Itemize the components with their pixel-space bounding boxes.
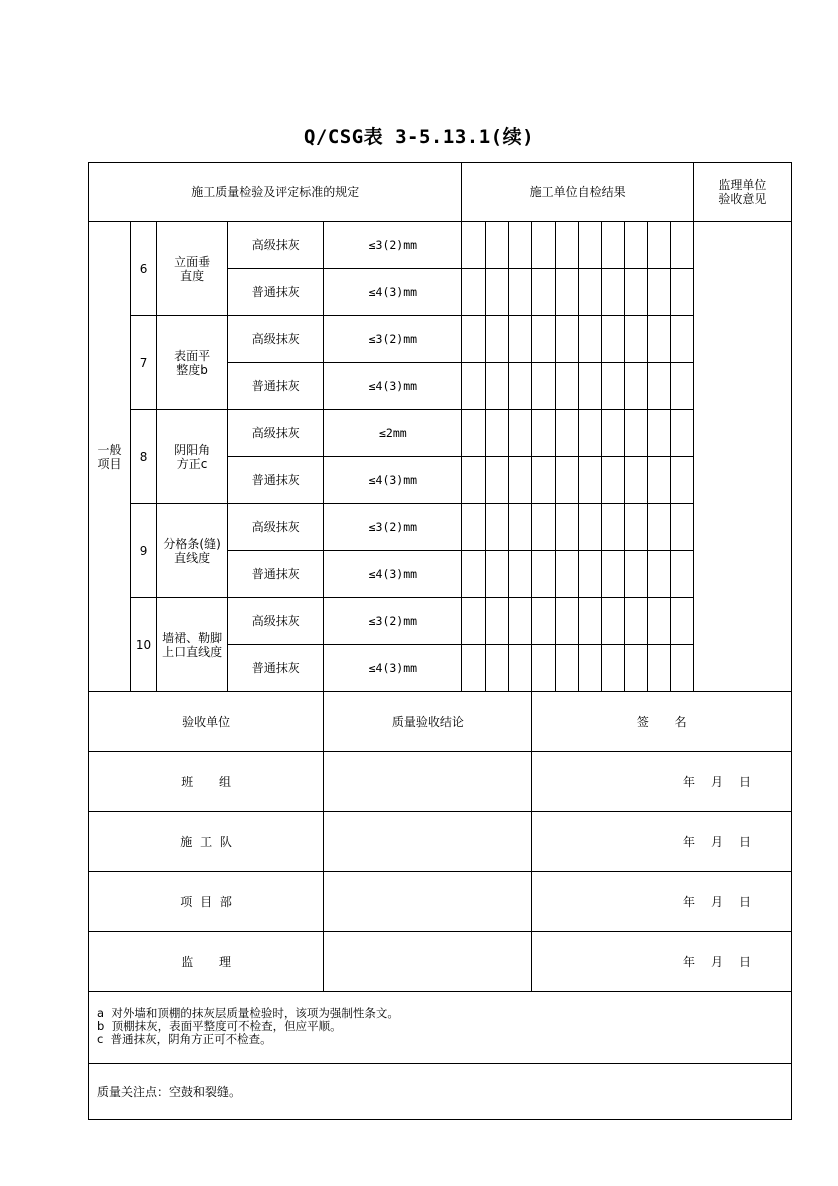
requirement-cell: ≤4(3)mm	[324, 551, 462, 598]
self-check-header: 施工单位自检结果	[462, 163, 693, 222]
check-result-cell[interactable]	[670, 551, 693, 598]
check-result-cell[interactable]	[578, 504, 601, 551]
grade-cell: 高级抹灰	[228, 316, 324, 363]
check-result-cell[interactable]	[601, 410, 624, 457]
check-result-cell[interactable]	[601, 551, 624, 598]
item-name-line2: 整度b	[176, 362, 208, 377]
acceptance-row	[89, 872, 792, 932]
item-name-line1: 墙裙、勒脚	[162, 630, 223, 645]
requirement-cell: ≤3(2)mm	[324, 222, 462, 269]
item-number: 6	[131, 222, 157, 316]
check-result-cell[interactable]	[670, 222, 693, 269]
check-result-cell[interactable]	[462, 457, 486, 504]
item-name-line2: 方正c	[176, 456, 208, 471]
check-result-cell[interactable]	[486, 504, 509, 551]
quality-focus-note: 质量关注点：空鼓和裂缝。	[89, 1064, 792, 1120]
acceptance-conclusion-cell[interactable]	[324, 872, 532, 932]
check-result-cell[interactable]	[532, 551, 555, 598]
check-result-cell[interactable]	[624, 269, 647, 316]
check-result-cell[interactable]	[532, 504, 555, 551]
inspection-table	[88, 162, 792, 1120]
check-result-cell[interactable]	[647, 551, 670, 598]
check-result-cell[interactable]	[578, 410, 601, 457]
item-name-line1: 表面平	[174, 348, 211, 363]
category-cell	[89, 222, 131, 692]
check-result-cell[interactable]	[670, 645, 693, 692]
acceptance-unit-name: 施 工 队	[89, 812, 324, 872]
check-result-cell[interactable]	[486, 222, 509, 269]
item-row	[89, 598, 792, 645]
item-name	[157, 410, 228, 504]
check-result-cell[interactable]	[624, 551, 647, 598]
note-line: a 对外墙和顶棚的抹灰层质量检验时，该项为强制性条文。	[97, 1006, 399, 1020]
check-result-cell[interactable]	[462, 269, 486, 316]
notes-row	[89, 992, 792, 1064]
item-row	[89, 410, 792, 457]
check-result-cell[interactable]	[532, 363, 555, 410]
requirement-cell: ≤4(3)mm	[324, 269, 462, 316]
requirement-cell: ≤3(2)mm	[324, 316, 462, 363]
check-result-cell[interactable]	[624, 363, 647, 410]
check-result-cell[interactable]	[601, 269, 624, 316]
date-month-label: 月	[710, 894, 723, 909]
item-name	[157, 504, 228, 598]
acceptance-unit-name: 监 理	[89, 932, 324, 992]
check-result-cell[interactable]	[670, 363, 693, 410]
check-result-cell[interactable]	[532, 645, 555, 692]
grade-cell: 普通抹灰	[228, 645, 324, 692]
check-result-cell[interactable]	[624, 457, 647, 504]
check-result-cell[interactable]	[601, 222, 624, 269]
check-result-cell[interactable]	[647, 269, 670, 316]
check-result-cell[interactable]	[462, 551, 486, 598]
acceptance-row	[89, 932, 792, 992]
check-result-cell[interactable]	[647, 222, 670, 269]
check-result-cell[interactable]	[509, 457, 532, 504]
check-result-cell[interactable]	[486, 269, 509, 316]
check-result-cell[interactable]	[578, 457, 601, 504]
item-name-line1: 分格条(缝)	[163, 536, 221, 551]
category-line1: 一般	[97, 442, 122, 457]
supervision-opinion-cell[interactable]	[693, 222, 791, 692]
check-result-cell[interactable]	[555, 269, 578, 316]
check-result-cell[interactable]	[486, 598, 509, 645]
check-result-cell[interactable]	[555, 316, 578, 363]
check-result-cell[interactable]	[462, 316, 486, 363]
item-number: 7	[131, 316, 157, 410]
check-result-cell[interactable]	[647, 457, 670, 504]
supervision-header-line2: 验收意见	[718, 192, 767, 206]
check-result-cell[interactable]	[486, 457, 509, 504]
acceptance-header-row	[89, 692, 792, 752]
requirement-cell: ≤2mm	[324, 410, 462, 457]
date-day-label: 日	[738, 834, 751, 849]
check-result-cell[interactable]	[670, 504, 693, 551]
check-result-cell[interactable]	[647, 504, 670, 551]
notes-cell	[89, 992, 792, 1064]
check-result-cell[interactable]	[578, 551, 601, 598]
check-result-cell[interactable]	[486, 551, 509, 598]
check-result-cell[interactable]	[670, 598, 693, 645]
acceptance-row	[89, 812, 792, 872]
check-result-cell[interactable]	[555, 457, 578, 504]
check-result-cell[interactable]	[578, 598, 601, 645]
item-number: 9	[131, 504, 157, 598]
check-result-cell[interactable]	[601, 363, 624, 410]
check-result-cell[interactable]	[624, 222, 647, 269]
check-result-cell[interactable]	[532, 316, 555, 363]
check-result-cell[interactable]	[601, 598, 624, 645]
check-result-cell[interactable]	[509, 645, 532, 692]
check-result-cell[interactable]	[486, 645, 509, 692]
grade-cell: 普通抹灰	[228, 457, 324, 504]
check-result-cell[interactable]	[532, 457, 555, 504]
grade-cell: 高级抹灰	[228, 410, 324, 457]
check-result-cell[interactable]	[601, 316, 624, 363]
signature-date-cell[interactable]	[532, 812, 792, 872]
check-result-cell[interactable]	[647, 363, 670, 410]
signature-date-cell[interactable]	[532, 872, 792, 932]
check-result-cell[interactable]	[462, 222, 486, 269]
item-number: 10	[131, 598, 157, 692]
requirement-cell: ≤3(2)mm	[324, 504, 462, 551]
grade-cell: 普通抹灰	[228, 363, 324, 410]
standard-header: 施工质量检验及评定标准的规定	[89, 163, 462, 222]
item-row	[89, 504, 792, 551]
grade-cell: 普通抹灰	[228, 551, 324, 598]
check-result-cell[interactable]	[486, 363, 509, 410]
date-year-label: 年	[682, 894, 695, 909]
check-result-cell[interactable]	[555, 222, 578, 269]
check-result-cell[interactable]	[509, 410, 532, 457]
item-name-line1: 立面垂	[174, 254, 211, 269]
check-result-cell[interactable]	[509, 363, 532, 410]
check-result-cell[interactable]	[486, 316, 509, 363]
check-result-cell[interactable]	[462, 504, 486, 551]
check-result-cell[interactable]	[462, 645, 486, 692]
check-result-cell[interactable]	[647, 316, 670, 363]
requirement-cell: ≤4(3)mm	[324, 363, 462, 410]
acceptance-conclusion-cell[interactable]	[324, 752, 532, 812]
date-day-label: 日	[738, 894, 751, 909]
grade-cell: 高级抹灰	[228, 598, 324, 645]
grade-cell: 高级抹灰	[228, 222, 324, 269]
check-result-cell[interactable]	[532, 269, 555, 316]
date-year-label: 年	[682, 774, 695, 789]
check-result-cell[interactable]	[462, 363, 486, 410]
item-name-line2: 直度	[180, 268, 205, 283]
check-result-cell[interactable]	[555, 598, 578, 645]
check-result-cell[interactable]	[601, 645, 624, 692]
check-result-cell[interactable]	[647, 598, 670, 645]
note-line: c 普通抹灰，阴角方正可不检查。	[97, 1032, 272, 1046]
check-result-cell[interactable]	[555, 363, 578, 410]
signature-date-cell[interactable]	[532, 932, 792, 992]
note-line: b 顶棚抹灰，表面平整度可不检查，但应平顺。	[97, 1019, 342, 1033]
check-result-cell[interactable]	[578, 222, 601, 269]
check-result-cell[interactable]	[670, 410, 693, 457]
date-year-label: 年	[682, 834, 695, 849]
check-result-cell[interactable]	[601, 504, 624, 551]
item-name	[157, 316, 228, 410]
check-result-cell[interactable]	[670, 269, 693, 316]
check-result-cell[interactable]	[532, 598, 555, 645]
check-result-cell[interactable]	[555, 551, 578, 598]
item-name	[157, 222, 228, 316]
check-result-cell[interactable]	[624, 598, 647, 645]
check-result-cell[interactable]	[555, 504, 578, 551]
item-name-line2: 上口直线度	[162, 644, 223, 659]
check-result-cell[interactable]	[624, 316, 647, 363]
acceptance-conclusion-header: 质量验收结论	[324, 692, 532, 752]
category-line2: 项目	[97, 456, 122, 471]
acceptance-conclusion-cell[interactable]	[324, 812, 532, 872]
check-result-cell[interactable]	[486, 410, 509, 457]
check-result-cell[interactable]	[509, 269, 532, 316]
supervision-header	[693, 163, 791, 222]
item-row	[89, 222, 792, 269]
date-month-label: 月	[710, 774, 723, 789]
item-name	[157, 598, 228, 692]
check-result-cell[interactable]	[462, 410, 486, 457]
focus-row	[89, 1064, 792, 1120]
item-name-line1: 阴阳角	[174, 442, 211, 457]
item-row	[89, 316, 792, 363]
signature-header: 签 名	[532, 692, 792, 752]
acceptance-conclusion-cell[interactable]	[324, 932, 532, 992]
check-result-cell[interactable]	[647, 645, 670, 692]
requirement-cell: ≤3(2)mm	[324, 598, 462, 645]
check-result-cell[interactable]	[578, 269, 601, 316]
grade-cell: 普通抹灰	[228, 269, 324, 316]
acceptance-unit-name: 班 组	[89, 752, 324, 812]
date-day-label: 日	[738, 954, 751, 969]
page-title: Q/CSG表 3-5.13.1(续)	[303, 126, 535, 148]
acceptance-unit-header: 验收单位	[89, 692, 324, 752]
check-result-cell[interactable]	[578, 316, 601, 363]
check-result-cell[interactable]	[624, 410, 647, 457]
check-result-cell[interactable]	[578, 363, 601, 410]
date-month-label: 月	[710, 834, 723, 849]
requirement-cell: ≤4(3)mm	[324, 457, 462, 504]
check-result-cell[interactable]	[601, 457, 624, 504]
item-number: 8	[131, 410, 157, 504]
check-result-cell[interactable]	[555, 645, 578, 692]
check-result-cell[interactable]	[670, 316, 693, 363]
check-result-cell[interactable]	[578, 645, 601, 692]
acceptance-row	[89, 752, 792, 812]
check-result-cell[interactable]	[647, 410, 670, 457]
check-result-cell[interactable]	[509, 504, 532, 551]
date-year-label: 年	[682, 954, 695, 969]
supervision-header-line1: 监理单位	[718, 178, 767, 192]
check-result-cell[interactable]	[509, 222, 532, 269]
grade-cell: 高级抹灰	[228, 504, 324, 551]
check-result-cell[interactable]	[462, 598, 486, 645]
check-result-cell[interactable]	[624, 645, 647, 692]
check-result-cell[interactable]	[532, 222, 555, 269]
item-name-line2: 直线度	[174, 550, 211, 565]
check-result-cell[interactable]	[670, 457, 693, 504]
acceptance-unit-name: 项 目 部	[89, 872, 324, 932]
date-day-label: 日	[738, 774, 751, 789]
header-row	[89, 163, 792, 222]
check-result-cell[interactable]	[624, 504, 647, 551]
check-result-cell[interactable]	[509, 598, 532, 645]
requirement-cell: ≤4(3)mm	[324, 645, 462, 692]
check-result-cell[interactable]	[532, 410, 555, 457]
check-result-cell[interactable]	[509, 551, 532, 598]
signature-date-cell[interactable]	[532, 752, 792, 812]
check-result-cell[interactable]	[509, 316, 532, 363]
date-month-label: 月	[710, 954, 723, 969]
check-result-cell[interactable]	[555, 410, 578, 457]
